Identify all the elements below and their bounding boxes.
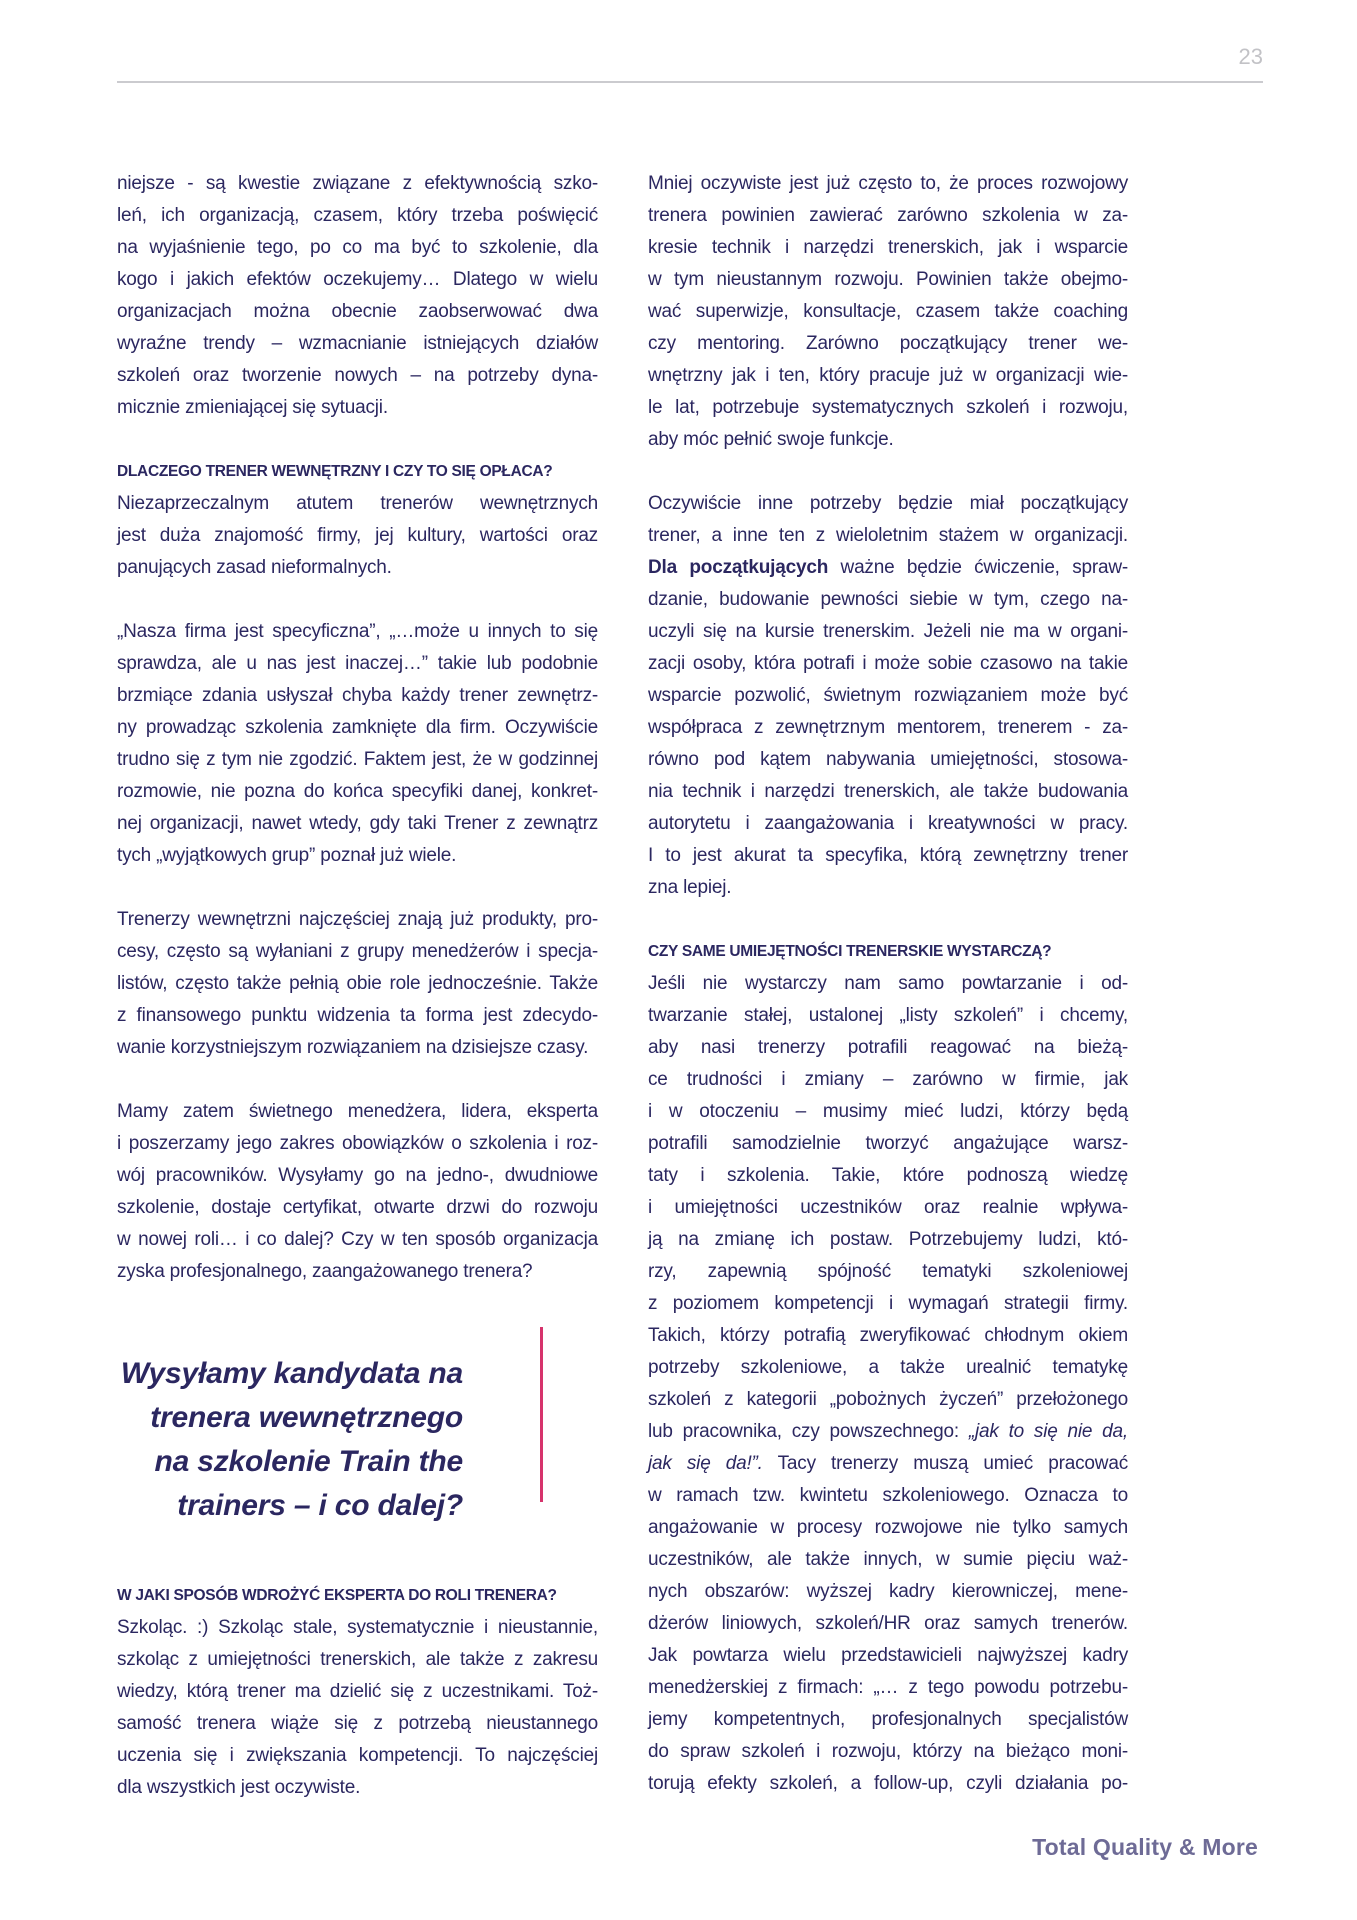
text-line: nia technik i narzędzi trenerskich, ale także budowania [648, 781, 1128, 802]
text-line: współpraca z zewnętrznym mentorem, trenerem - za- [648, 717, 1128, 738]
right-column [648, 168, 1128, 1832]
text-line: szkoląc z umiejętności trenerskich, ale także z zakresu [117, 1649, 598, 1670]
text-line: angażowanie w procesy rozwojowe nie tylko samych [648, 1517, 1128, 1538]
text-line: w ramach tzw. kwintetu szkoleniowego. Oznacza to [648, 1485, 1128, 1506]
text-line: W JAKI SPOSÓB WDROŻYĆ EKSPERTA DO ROLI TRENERA? [117, 1587, 557, 1604]
text-line: menedżerskiej z firmach: „… z tego powodu potrzebu- [648, 1677, 1128, 1698]
text-line: potrzeby szkoleniowe, a także urealnić tematykę [648, 1357, 1128, 1378]
text-line: Oczywiście inne potrzeby będzie miał początkujący [648, 493, 1128, 514]
text-line: le lat, potrzebuje systematycznych szkoleń i rozwoju, [648, 397, 1128, 418]
text-line: listów, często także pełnią obie role jednocześnie. Także [117, 973, 598, 994]
text-line: ny prowadząc szkolenia zamknięte dla firm. Oczywiście [117, 717, 598, 738]
quote-accent-line [540, 1327, 543, 1502]
text-line: wać superwizje, konsultacje, czasem także coaching [648, 301, 1128, 322]
text-line: wsparcie pozwolić, świetnym rozwiązaniem może być [648, 685, 1128, 706]
text-line: uczyli się na kursie trenerskim. Jeżeli nie ma w organi- [648, 621, 1128, 642]
pull-quote [117, 1352, 543, 1528]
section-heading [117, 456, 598, 488]
text-line: CZY SAME UMIEJĘTNOŚCI TRENERSKIE WYSTARCZĄ? [648, 943, 1052, 960]
text-line: i poszerzamy jego zakres obowiązków o szkolenia i roz- [117, 1133, 598, 1154]
text-line: micznie zmieniającej się sytuacji. [117, 397, 388, 418]
text-line: I to jest akurat ta specyfika, którą zewnętrzny trener [648, 845, 1128, 866]
paragraph [117, 904, 598, 1064]
text-line: wój pracowników. Wysyłamy go na jedno-, dwudniowe [117, 1165, 598, 1186]
text-line: tych „wyjątkowych grup” poznał już wiele. [117, 845, 457, 866]
text-line: potrafili samodzielnie tworzyć angażujące warsz- [648, 1133, 1128, 1154]
text-line: DLACZEGO TRENER WEWNĘTRZNY I CZY TO SIĘ OPŁACA? [117, 463, 553, 480]
text-line: szkoleń z kategorii „pobożnych życzeń” przełożonego [648, 1389, 1128, 1410]
text-line: Mniej oczywiste jest już często to, że proces rozwojowy [648, 173, 1128, 194]
text-line: twarzanie stałej, ustalonej „listy szkoleń” i chcemy, [648, 1005, 1128, 1026]
text-line: rozmowie, nie pozna do końca specyfiki danej, konkret- [117, 781, 598, 802]
text-line: panujących zasad nieformalnych. [117, 557, 392, 578]
paragraph [117, 1096, 598, 1288]
text-line: Niezaprzeczalnym atutem trenerów wewnętrznych [117, 493, 598, 514]
text-line: w nowej roli… i co dalej? Czy w ten sposób organizacja [117, 1229, 598, 1250]
text: ważne będzie ćwiczenie, spraw- [828, 557, 1129, 578]
text-line: organizacjach można obecnie zaobserwować dwa [117, 301, 598, 322]
text-line: uczestników, ale także innych, w sumie pięciu waż- [648, 1549, 1128, 1570]
text-line: ce trudności i zmiany – zarówno w firmie, jak [648, 1069, 1128, 1090]
text-line: do spraw szkoleń i rozwoju, którzy na bieżąco moni- [648, 1741, 1128, 1762]
page-number: 23 [1238, 44, 1263, 69]
text-line: trudno się z tym nie zgodzić. Faktem jest, że w godzinnej [117, 749, 598, 770]
pull-quote-text [117, 1352, 463, 1528]
paragraph [117, 1612, 598, 1804]
text-line: na szkolenie Train the [154, 1445, 463, 1478]
text-line: torują efekty szkoleń, a follow-up, czyli działania po- [648, 1773, 1128, 1794]
text-line: dla wszystkich jest oczywiste. [117, 1777, 361, 1798]
text-line: uczenia się i zwiększania kompetencji. To najczęściej [117, 1745, 598, 1766]
text-line: nej organizacji, nawet wtedy, gdy taki Trener z zewnątrz [117, 813, 598, 834]
paragraph [648, 488, 1128, 904]
text-line: jest duża znajomość firmy, jej kultury, wartości oraz [117, 525, 598, 546]
paragraph [117, 168, 598, 424]
text-line: Jeśli nie wystarczy nam samo powtarzanie i od- [648, 973, 1128, 994]
text-line: „Nasza firma jest specyficzna”, „…może u innych to się [117, 621, 598, 642]
text-line: wiedzy, którą trener ma dzielić się z uczestnikami. Toż- [117, 1681, 598, 1702]
text-line: leń, ich organizacją, czasem, który trzeba poświęcić [117, 205, 598, 226]
text-line: rzy, zapewnią spójność tematyki szkoleniowej [648, 1261, 1128, 1282]
footer-brand: Total Quality & More [1032, 1834, 1258, 1860]
text-line: dzanie, budowanie pewności siebie w tym, czego na- [648, 589, 1128, 610]
text-line: i w otoczeniu – musimy mieć ludzi, którzy będą [648, 1101, 1128, 1122]
italic-text: jak się da!”. [648, 1453, 763, 1474]
text-line: niejsze - są kwestie związane z efektywnością szko- [117, 173, 598, 194]
text-line: z finansowego punktu widzenia ta forma jest zdecydo- [117, 1005, 598, 1026]
text-line [648, 1416, 1128, 1448]
text-line: Mamy zatem świetnego menedżera, lidera, eksperta [117, 1101, 598, 1122]
text-line: dżerów liniowych, szkoleń/HR oraz samych trenerów. [648, 1613, 1128, 1634]
paragraph [117, 616, 598, 872]
text-line: z poziomem kompetencji i wymagań strategii firmy. [648, 1293, 1128, 1314]
text-line: Jak powtarza wielu przedstawicieli najwyższej kadry [648, 1645, 1128, 1666]
text-line: samość trenera wiąże się z potrzebą nieustannego [117, 1713, 598, 1734]
text-line: Szkoląc. :) Szkoląc stale, systematycznie i nieustannie, [117, 1617, 598, 1638]
text-line: aby móc pełnić swoje funkcje. [648, 429, 894, 450]
text-line: Wysyłamy kandydata na [120, 1357, 463, 1390]
text-line: trainers – i co dalej? [177, 1489, 463, 1522]
text-line: trener, a inne ten z wieloletnim stażem w organizacji. [648, 525, 1128, 546]
text-line: cesy, często są wyłaniani z grupy menedżerów i specja- [117, 941, 598, 962]
text-line: na wyjaśnienie tego, po co ma być to szkolenie, dla [117, 237, 598, 258]
text-line: zna lepiej. [648, 877, 732, 898]
text-line: nych obszarów: wyższej kadry kierowniczej, mene- [648, 1581, 1128, 1602]
text-line: jemy kompetentnych, profesjonalnych specjalistów [648, 1709, 1128, 1730]
header-rule [117, 81, 1263, 83]
text-line: zacji osoby, która potrafi i może sobie czasowo na takie [648, 653, 1128, 674]
italic-text: „jak to się nie da, [968, 1421, 1128, 1442]
text-line: szkoleń oraz tworzenie nowych – na potrzeby dyna- [117, 365, 598, 386]
text: lub pracownika, czy powszechnego: [648, 1421, 969, 1442]
text-line: ją na zmianę ich postaw. Potrzebujemy ludzi, któ- [648, 1229, 1128, 1250]
text-line: wanie korzystniejszym rozwiązaniem na dzisiejsze czasy. [117, 1037, 589, 1058]
bold-text: Dla początkujących [648, 557, 829, 578]
text-line: kogo i jakich efektów oczekujemy… Dlatego w wielu [117, 269, 598, 290]
text-line: czy mentoring. Zarówno początkujący trener we- [648, 333, 1128, 354]
text-line: brzmiące zdania usłyszał chyba każdy trener zewnętrz- [117, 685, 598, 706]
text-line: taty i szkolenia. Takie, które podnoszą wiedzę [648, 1165, 1128, 1186]
section-heading [648, 936, 1128, 968]
text-line: trenera powinien zawierać zarówno szkolenia w za- [648, 205, 1128, 226]
text-line: aby nasi trenerzy potrafili reagować na bieżą- [648, 1037, 1128, 1058]
paragraph [648, 168, 1128, 456]
text-line: wnętrzny jak i ten, który pracuje już w organizacji wie- [648, 365, 1128, 386]
left-column [117, 168, 598, 1836]
text-line: trenera wewnętrznego [150, 1401, 463, 1434]
text: Tacy trenerzy muszą umieć pracować [762, 1453, 1128, 1474]
text-line: kresie technik i narzędzi trenerskich, jak i wsparcie [648, 237, 1128, 258]
text-line: wyraźne trendy – wzmacnianie istniejących działów [117, 333, 598, 354]
text-line: autorytetu i zaangażowania i kreatywności w pracy. [648, 813, 1128, 834]
paragraph [117, 488, 598, 584]
paragraph [648, 968, 1128, 1800]
text-line: sprawdza, ale u nas jest inaczej…” takie lub podobnie [117, 653, 598, 674]
text-line: szkolenie, dostaje certyfikat, otwarte drzwi do rozwoju [117, 1197, 598, 1218]
text-line [648, 552, 1128, 584]
text-line [648, 1448, 1128, 1480]
text-line: Takich, którzy potrafią zweryfikować chłodnym okiem [648, 1325, 1128, 1346]
text-line: i umiejętności uczestników oraz realnie wpływa- [648, 1197, 1128, 1218]
section-heading [117, 1580, 598, 1612]
text-line: równo pod kątem nabywania umiejętności, stosowa- [648, 749, 1128, 770]
text-line: Trenerzy wewnętrzni najczęściej znają już produkty, pro- [117, 909, 598, 930]
text-line: zyska profesjonalnego, zaangażowanego trenera? [117, 1261, 533, 1282]
text-line: w tym nieustannym rozwoju. Powinien także obejmo- [648, 269, 1128, 290]
